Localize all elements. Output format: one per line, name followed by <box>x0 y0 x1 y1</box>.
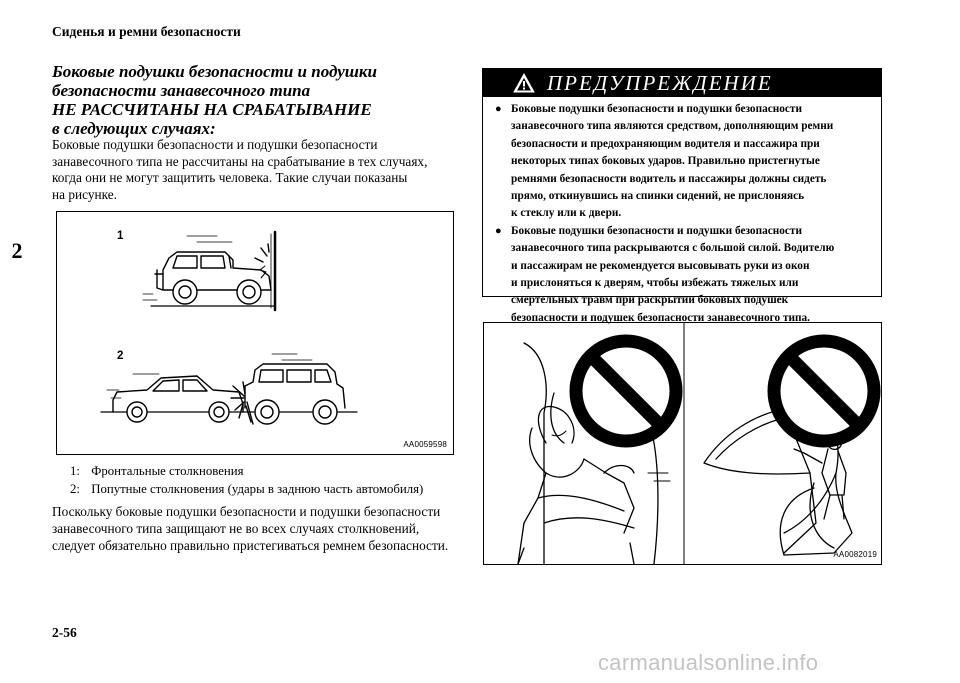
section-title-line: Боковые подушки безопасности и подушки <box>52 62 377 81</box>
warning-body <box>483 97 881 327</box>
caption-text: Фронтальные столкновения <box>91 464 244 478</box>
prohibited-posture-figure <box>483 322 882 565</box>
intro-line: Боковые подушки безопасности и подушки безопасности <box>52 137 378 152</box>
warning-line: смертельных травм при раскрытии боковых подушек <box>511 294 789 307</box>
warning-item <box>495 223 871 327</box>
rear-collision-scene <box>101 354 357 424</box>
warning-line: Боковые подушки безопасности и подушки безопасности <box>511 103 802 115</box>
page-number: 2-56 <box>52 625 77 640</box>
body-paragraph <box>52 503 472 554</box>
figure-label-2: 2 <box>117 350 124 362</box>
warning-line: занавесочного типа являются средством, дополняющим ремни <box>511 120 834 133</box>
figure-label-1: 1 <box>117 230 124 242</box>
intro-paragraph <box>52 137 462 203</box>
caption-text: Попутные столкновения (удары в заднюю часть автомобиля) <box>91 482 424 496</box>
warning-line: и пассажирам не рекомендуется высовывать руки из окон <box>511 259 810 272</box>
warning-line: некоторых типах боковых ударов. Правильно пристегнутые <box>511 155 820 168</box>
collision-figure <box>56 211 454 455</box>
body-line: Поскольку боковые подушки безопасности и подушки безопасности <box>52 504 441 519</box>
figure-code: AA0082019 <box>833 550 877 559</box>
running-header: Сиденья и ремни безопасности <box>52 24 241 39</box>
warning-line: Боковые подушки безопасности и подушки безопасности <box>511 224 802 237</box>
warning-header <box>483 69 881 97</box>
section-title-line: НЕ РАССЧИТАНЫ НА СРАБАТЫВАНИЕ <box>52 100 372 119</box>
watermark: carmanualsonline.info <box>598 650 819 675</box>
warning-line: к стеклу или к двери. <box>511 207 622 220</box>
figure-code: AA0059598 <box>403 440 447 449</box>
prohibition-icon <box>568 333 684 449</box>
section-title-line: безопасности занавесочного типа <box>52 81 311 100</box>
warning-item <box>495 101 871 223</box>
bullet-icon: ● <box>495 103 502 115</box>
body-line: занавесочного типа защищают не во всех случаях столкновений, <box>52 521 420 536</box>
section-title <box>52 62 472 138</box>
warning-line: безопасности и подушек безопасности занавесочного типа. <box>511 311 810 324</box>
warning-box <box>482 68 882 324</box>
warning-line: безопасности и предохраняющим водителя и пассажира при <box>511 137 820 150</box>
bullet-icon: ● <box>495 224 502 237</box>
body-line: следует обязательно правильно пристегиваться ремнем безопасности. <box>52 538 449 553</box>
warning-line: прямо, откинувшись на спинки сидений, не прислоняясь <box>511 190 805 203</box>
figure-captions <box>70 462 423 498</box>
warning-triangle-icon <box>513 73 535 93</box>
section-title-line: в следующих случаях: <box>52 119 216 138</box>
frontal-collision-scene <box>143 232 275 310</box>
caption-number: 2: <box>70 482 80 496</box>
warning-title: ПРЕДУПРЕЖДЕНИЕ <box>547 70 773 95</box>
intro-line: на рисунке. <box>52 186 117 202</box>
warning-line: занавесочного типа раскрываются с большой силой. Водителю <box>511 242 835 255</box>
caption-item <box>70 480 423 498</box>
warning-line: ремнями безопасности водитель и пассажиры должны сидеть <box>511 172 827 185</box>
collision-illustration <box>57 212 453 454</box>
intro-line: занавесочного типа не рассчитаны на срабатывание в тех случаях, <box>52 153 428 169</box>
intro-line: когда они не могут защитить человека. Такие случаи показаны <box>52 170 408 185</box>
warning-line: и прислоняться к дверям, чтобы избежать тяжелых или <box>511 277 799 290</box>
caption-number: 1: <box>70 464 80 478</box>
prohibition-icon <box>766 333 882 449</box>
caption-item <box>70 462 423 480</box>
chapter-tab: 2 <box>11 238 23 263</box>
